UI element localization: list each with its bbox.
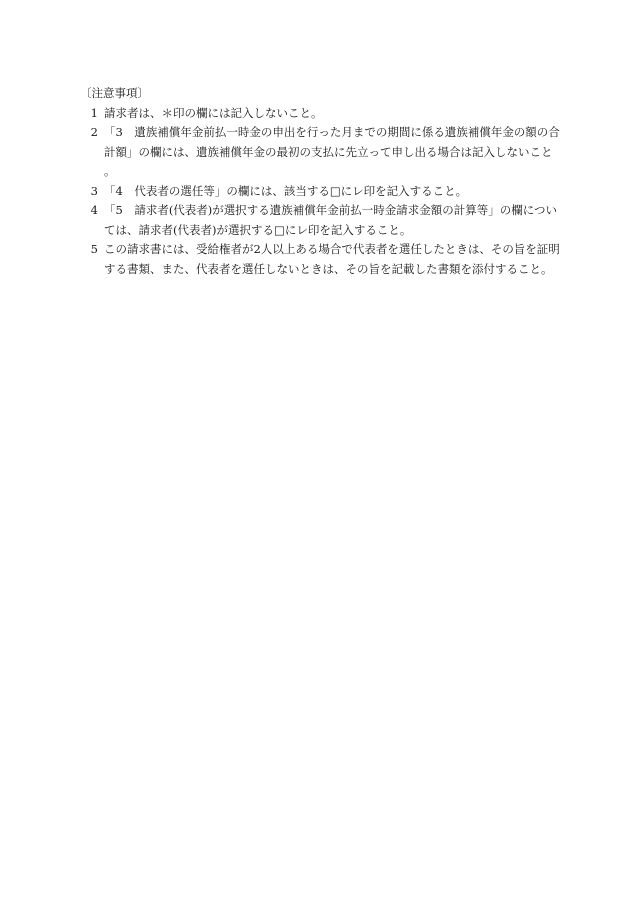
note-text: 「4 代表者の選任等」の欄には、該当する□にレ印を記入すること。: [104, 183, 468, 198]
note-number: 1: [90, 105, 98, 120]
note-item-1: [80, 104, 560, 124]
note-text: 「3 遺族補償年金前払一時金の申出を行った月までの期間に係る遺族補償年金の額の合計額」の欄には、遺族補償年金の最初の支払に先立って申し出る場合は記入しないこと。: [104, 125, 560, 178]
notes-section: [80, 84, 560, 279]
notes-heading: 〔注意事項〕: [80, 86, 149, 100]
note-number: 2: [90, 125, 98, 139]
note-item-2: [80, 123, 560, 182]
note-number: 4: [90, 203, 98, 217]
note-text: この請求書には、受給権者が2人以上ある場合で代表者を選任したときは、その旨を証明する書類、また、代表者を選任しないときは、その旨を記載した書類を添付すること。: [104, 242, 560, 276]
note-item-4: [80, 201, 560, 240]
note-text: 「5 請求者(代表者)が選択する遺族補償年金前払一時金請求金額の計算等」の欄については、請求者(代表者)が選択する□にレ印を記入すること。: [104, 203, 558, 237]
note-item-3: [80, 182, 560, 202]
note-text: 請求者は、＊印の欄には記入しないこと。: [104, 105, 323, 120]
note-item-5: [80, 240, 560, 279]
note-number: 3: [90, 183, 98, 198]
note-number: 5: [90, 242, 98, 256]
